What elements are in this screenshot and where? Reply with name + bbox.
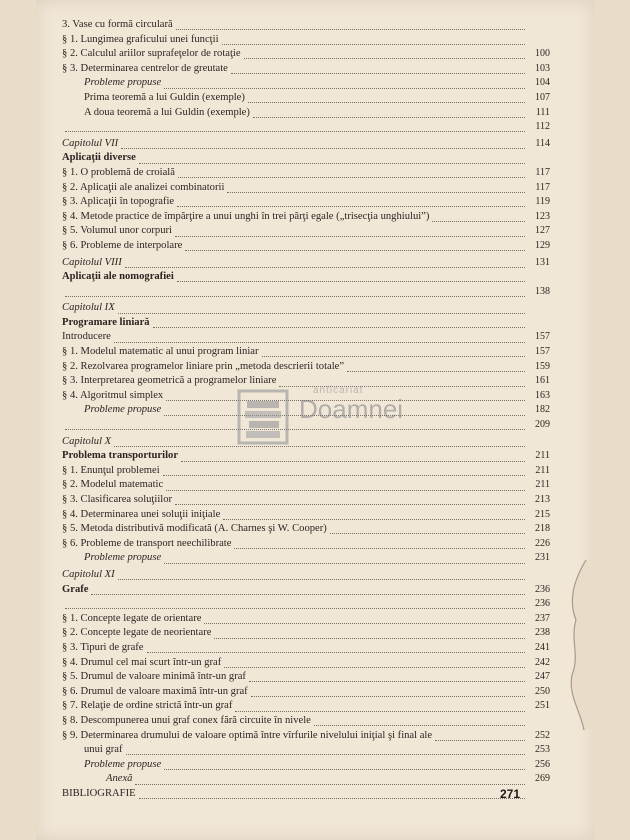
toc-entry: [62, 166, 550, 181]
toc-entry: [62, 18, 550, 33]
dot-leader: [118, 570, 525, 580]
toc-entry: [62, 656, 550, 671]
dot-leader: [139, 789, 525, 799]
toc-page-number: 119: [535, 196, 550, 208]
toc-entry-label: § 6. Probleme de transport neechilibrate: [62, 537, 232, 549]
dot-leader: [244, 49, 525, 59]
dot-leader: [214, 629, 525, 639]
toc-entry: [62, 537, 550, 552]
toc-entry: [62, 551, 550, 566]
toc-page-number: 211: [535, 479, 550, 491]
toc-entry: [62, 181, 550, 196]
toc-entry-label: § 1. O problemă de croială: [62, 166, 175, 178]
toc-entry-label: § 2. Modelul matematic: [62, 479, 164, 491]
toc-entry: [62, 316, 550, 331]
toc-page-number: 238: [535, 627, 550, 639]
toc-entry: [62, 256, 550, 271]
dot-leader: [234, 539, 525, 549]
toc-page-number: 159: [535, 360, 550, 372]
toc-entry-label: § 1. Enunţul problemei: [62, 464, 160, 476]
toc-entry-label: § 2. Rezolvarea programelor liniare prin „metoda descrierii totale”: [62, 360, 345, 372]
toc-entry: [62, 195, 550, 210]
dot-leader: [248, 93, 525, 103]
dot-leader: [114, 333, 525, 343]
toc-entry-label: Probleme propuse: [84, 552, 162, 564]
toc-entry-label: § 6. Probleme de interpolare: [62, 239, 183, 251]
dot-leader: [121, 139, 525, 149]
toc-entry: [62, 568, 550, 583]
dot-leader: [147, 643, 525, 653]
toc-entry: [62, 787, 550, 802]
toc-page-number: 252: [535, 729, 550, 741]
toc-entry-label: § 2. Concepte legate de neorientare: [62, 627, 212, 639]
toc-entry-label: Probleme propuse: [84, 77, 162, 89]
chapter-heading: Capitolul X: [62, 435, 112, 447]
toc-entry-label: Aplicaţii diverse: [62, 152, 136, 164]
dot-leader: [223, 510, 525, 520]
dot-leader: [126, 745, 525, 755]
toc-entry-label: § 5. Metoda distributivă modificată (A. Charnes şi W. Cooper): [62, 523, 327, 535]
dot-leader: [204, 614, 525, 624]
dot-leader: [347, 362, 525, 372]
toc-page-number: 103: [535, 62, 550, 74]
watermark-text-big: Doamnei: [299, 394, 404, 424]
chapter-heading: Capitolul IX: [62, 302, 115, 314]
toc-page-number: 157: [535, 346, 550, 358]
toc-page-number: 211: [535, 464, 550, 476]
toc-page-number: 117: [535, 181, 550, 193]
toc-entry-label: § 5. Volumul unor corpuri: [62, 225, 172, 237]
dot-leader: [153, 318, 525, 328]
dot-leader: [435, 731, 525, 741]
toc-page-number: 250: [535, 685, 550, 697]
toc-page-number: 236: [535, 583, 550, 595]
dot-leader: [432, 212, 525, 222]
toc-entry: [62, 508, 550, 523]
dot-leader: [177, 272, 525, 282]
toc-entry-label: 3. Vase cu formă circulară: [62, 19, 173, 30]
toc-entry-label: § 4. Drumul cel mai scurt într-un graf: [62, 656, 222, 668]
toc-entry: [62, 612, 550, 627]
toc-entry-label: § 4. Determinarea unei soluţii iniţiale: [62, 508, 221, 520]
dot-leader: [249, 672, 525, 682]
chapter-heading: Capitolul XI: [62, 568, 115, 580]
toc-page-number: 213: [535, 494, 550, 505]
toc-entry-label: § 4. Algoritmul simplex: [62, 389, 164, 401]
toc-entry-label: § 3. Determinarea centrelor de greutate: [62, 62, 228, 74]
toc-entry-label: § 9. Determinarea drumului de valoare optimă între vîrfurile nivelului iniţial şi final ale: [62, 729, 433, 741]
toc-entry-label: Introducere: [62, 331, 111, 343]
chapter-heading: Capitolul VII: [62, 137, 119, 149]
toc-entry-label: § 4. Metode practice de împărţire a unui unghi în trei părţi egale („trisecţia unghiului”): [62, 210, 430, 222]
toc-page-number: 251: [535, 700, 550, 712]
toc-entry: [62, 345, 550, 360]
toc-entry: [62, 106, 550, 121]
dot-leader: [176, 20, 525, 30]
toc-page-number: 237: [535, 612, 550, 624]
toc-entry: [62, 626, 550, 641]
dot-leader: [118, 304, 525, 314]
dot-leader: [227, 183, 525, 193]
toc-entry-label: Problema transporturilor: [62, 450, 179, 462]
toc-page-number: 226: [535, 537, 550, 549]
toc-entry: [62, 210, 550, 225]
toc-entry: [62, 464, 550, 479]
toc-entry: [62, 301, 550, 316]
toc-page-number: 253: [535, 744, 550, 756]
dot-leader: [231, 64, 525, 74]
toc-page-number: 218: [535, 523, 550, 535]
dot-leader: [222, 35, 525, 45]
dot-leader: [139, 154, 525, 164]
toc-entry-label: A doua teoremă a lui Guldin (exemple): [84, 106, 250, 118]
chapter-heading: Capitolul VIII: [62, 256, 122, 268]
toc-page-number: 114: [535, 137, 550, 149]
toc-entry: [62, 493, 550, 508]
toc-entry: [62, 772, 550, 787]
dot-leader: [175, 495, 525, 505]
toc-page-number: 231: [535, 552, 550, 564]
toc-entry: [62, 76, 550, 91]
dot-leader: [164, 760, 525, 770]
toc-entry: [62, 641, 550, 656]
dot-leader: [65, 599, 525, 609]
toc-entry-label: unui graf: [84, 744, 123, 756]
dot-leader: [175, 227, 525, 237]
toc-entry-label: § 1. Concepte legate de orientare: [62, 612, 202, 624]
toc-page-number: 182: [535, 404, 550, 416]
dot-leader: [224, 658, 525, 668]
toc-entry-label: Probleme propuse: [84, 758, 162, 770]
toc-entry-label: § 3. Clasificarea soluţiilor: [62, 494, 173, 505]
toc-entry-label: § 3. Aplicaţii în topografie: [62, 196, 175, 208]
dot-leader: [163, 466, 525, 476]
toc-entry-label: § 2. Calculul ariilor suprafeţelor de rotaţie: [62, 48, 241, 60]
page-number: 271: [500, 787, 521, 801]
toc-entry: [62, 714, 550, 729]
toc-entry-label: Anexă: [106, 773, 133, 785]
dot-leader: [177, 197, 525, 207]
toc-entry: [62, 120, 550, 135]
toc-entry: [62, 151, 550, 166]
toc-entry: [62, 137, 550, 152]
toc-page-number: 117: [535, 166, 550, 178]
toc-entry: [62, 330, 550, 345]
toc-entry: [62, 91, 550, 106]
toc-page-number: 104: [535, 77, 550, 89]
toc-page-number: 247: [535, 671, 550, 683]
toc-page-number: 163: [535, 389, 550, 401]
toc-page-number: 241: [535, 641, 550, 653]
dot-leader: [164, 79, 525, 89]
toc-page-number: 215: [535, 508, 550, 520]
toc-page-number: 157: [535, 331, 550, 343]
toc-entry-label: Prima teoremă a lui Guldin (exemple): [84, 91, 245, 103]
toc-entry-label: Aplicaţii ale nomografiei: [62, 271, 174, 283]
toc-entry: [62, 62, 550, 77]
toc-entry: [62, 729, 550, 744]
toc-entry-label: § 5. Drumul de valoare minimă într-un graf: [62, 671, 246, 683]
toc-entry: [62, 47, 550, 62]
toc-entry-label: Grafe: [62, 583, 89, 595]
toc-entry-label: § 2. Aplicaţii ale analizei combinatorii: [62, 181, 225, 193]
watermark-text-small: anticariat: [313, 385, 364, 396]
toc-entry: [62, 670, 550, 685]
dot-leader: [91, 585, 525, 595]
toc-page-number: 112: [535, 121, 550, 133]
dot-leader: [262, 347, 525, 357]
dot-leader: [314, 716, 525, 726]
dot-leader: [125, 258, 525, 268]
toc-entry: [62, 285, 550, 300]
toc-entry: [62, 239, 550, 254]
toc-entry: [62, 685, 550, 700]
toc-entry: [62, 270, 550, 285]
toc-page-number: 256: [535, 758, 550, 770]
toc-entry-label: § 7. Relaţie de ordine strictă într-un graf: [62, 700, 233, 712]
toc-entry: [62, 583, 550, 598]
toc-entry: [62, 478, 550, 493]
toc-page-number: 127: [535, 225, 550, 237]
toc-page-number: 138: [535, 285, 550, 297]
toc-entry-label: § 3. Tipuri de grafe: [62, 641, 144, 653]
dot-leader: [164, 554, 525, 564]
dot-leader: [253, 108, 525, 118]
toc-entry: [62, 360, 550, 375]
toc-entry-label: Programare liniară: [62, 316, 150, 328]
toc-page-number: 242: [535, 656, 550, 668]
dot-leader: [330, 524, 525, 534]
dot-leader: [65, 287, 525, 297]
dot-leader: [65, 122, 525, 132]
toc-page-number: 269: [535, 773, 550, 785]
toc-entry: [62, 699, 550, 714]
toc-page-number: 211: [535, 450, 550, 462]
toc-entry-label: Probleme propuse: [84, 404, 162, 416]
toc-entry-label: § 6. Drumul de valoare maximă într-un graf: [62, 685, 248, 697]
toc-entry-label: § 1. Modelul matematic al unui program liniar: [62, 346, 259, 358]
dot-leader: [166, 481, 525, 491]
toc-page-number: 209: [535, 419, 550, 431]
dot-leader: [251, 687, 525, 697]
toc-entry: [62, 597, 550, 612]
torn-page-edge: [566, 560, 606, 730]
watermark-bookstack-icon: [233, 385, 293, 449]
toc-page-number: 236: [535, 598, 550, 610]
toc-page-number: 100: [535, 48, 550, 60]
dot-leader: [178, 168, 525, 178]
toc-entry: [62, 743, 550, 758]
toc-page-number: 107: [535, 91, 550, 103]
toc-entry: [62, 224, 550, 239]
toc-entry: [62, 522, 550, 537]
toc-entry-label: § 8. Descompunerea unui graf conex fără circuite în nivele: [62, 714, 311, 726]
dot-leader: [235, 702, 525, 712]
toc-page-number: 129: [535, 239, 550, 251]
toc-page-number: 111: [535, 106, 550, 118]
toc-entry-label: § 1. Lungimea graficului unei funcţii: [62, 33, 219, 45]
watermark-logo: [233, 385, 403, 455]
toc-page-number: 123: [535, 210, 550, 222]
dot-leader: [185, 241, 525, 251]
dot-leader: [135, 775, 525, 785]
toc-page-number: 161: [535, 375, 550, 387]
toc-page-number: 131: [535, 256, 550, 268]
toc-entry: [62, 33, 550, 48]
toc-entry-label: § 3. Interpretarea geometrică a programelor liniare: [62, 375, 277, 387]
toc-entry-label: BIBLIOGRAFIE: [62, 787, 136, 799]
toc-entry: [62, 758, 550, 773]
